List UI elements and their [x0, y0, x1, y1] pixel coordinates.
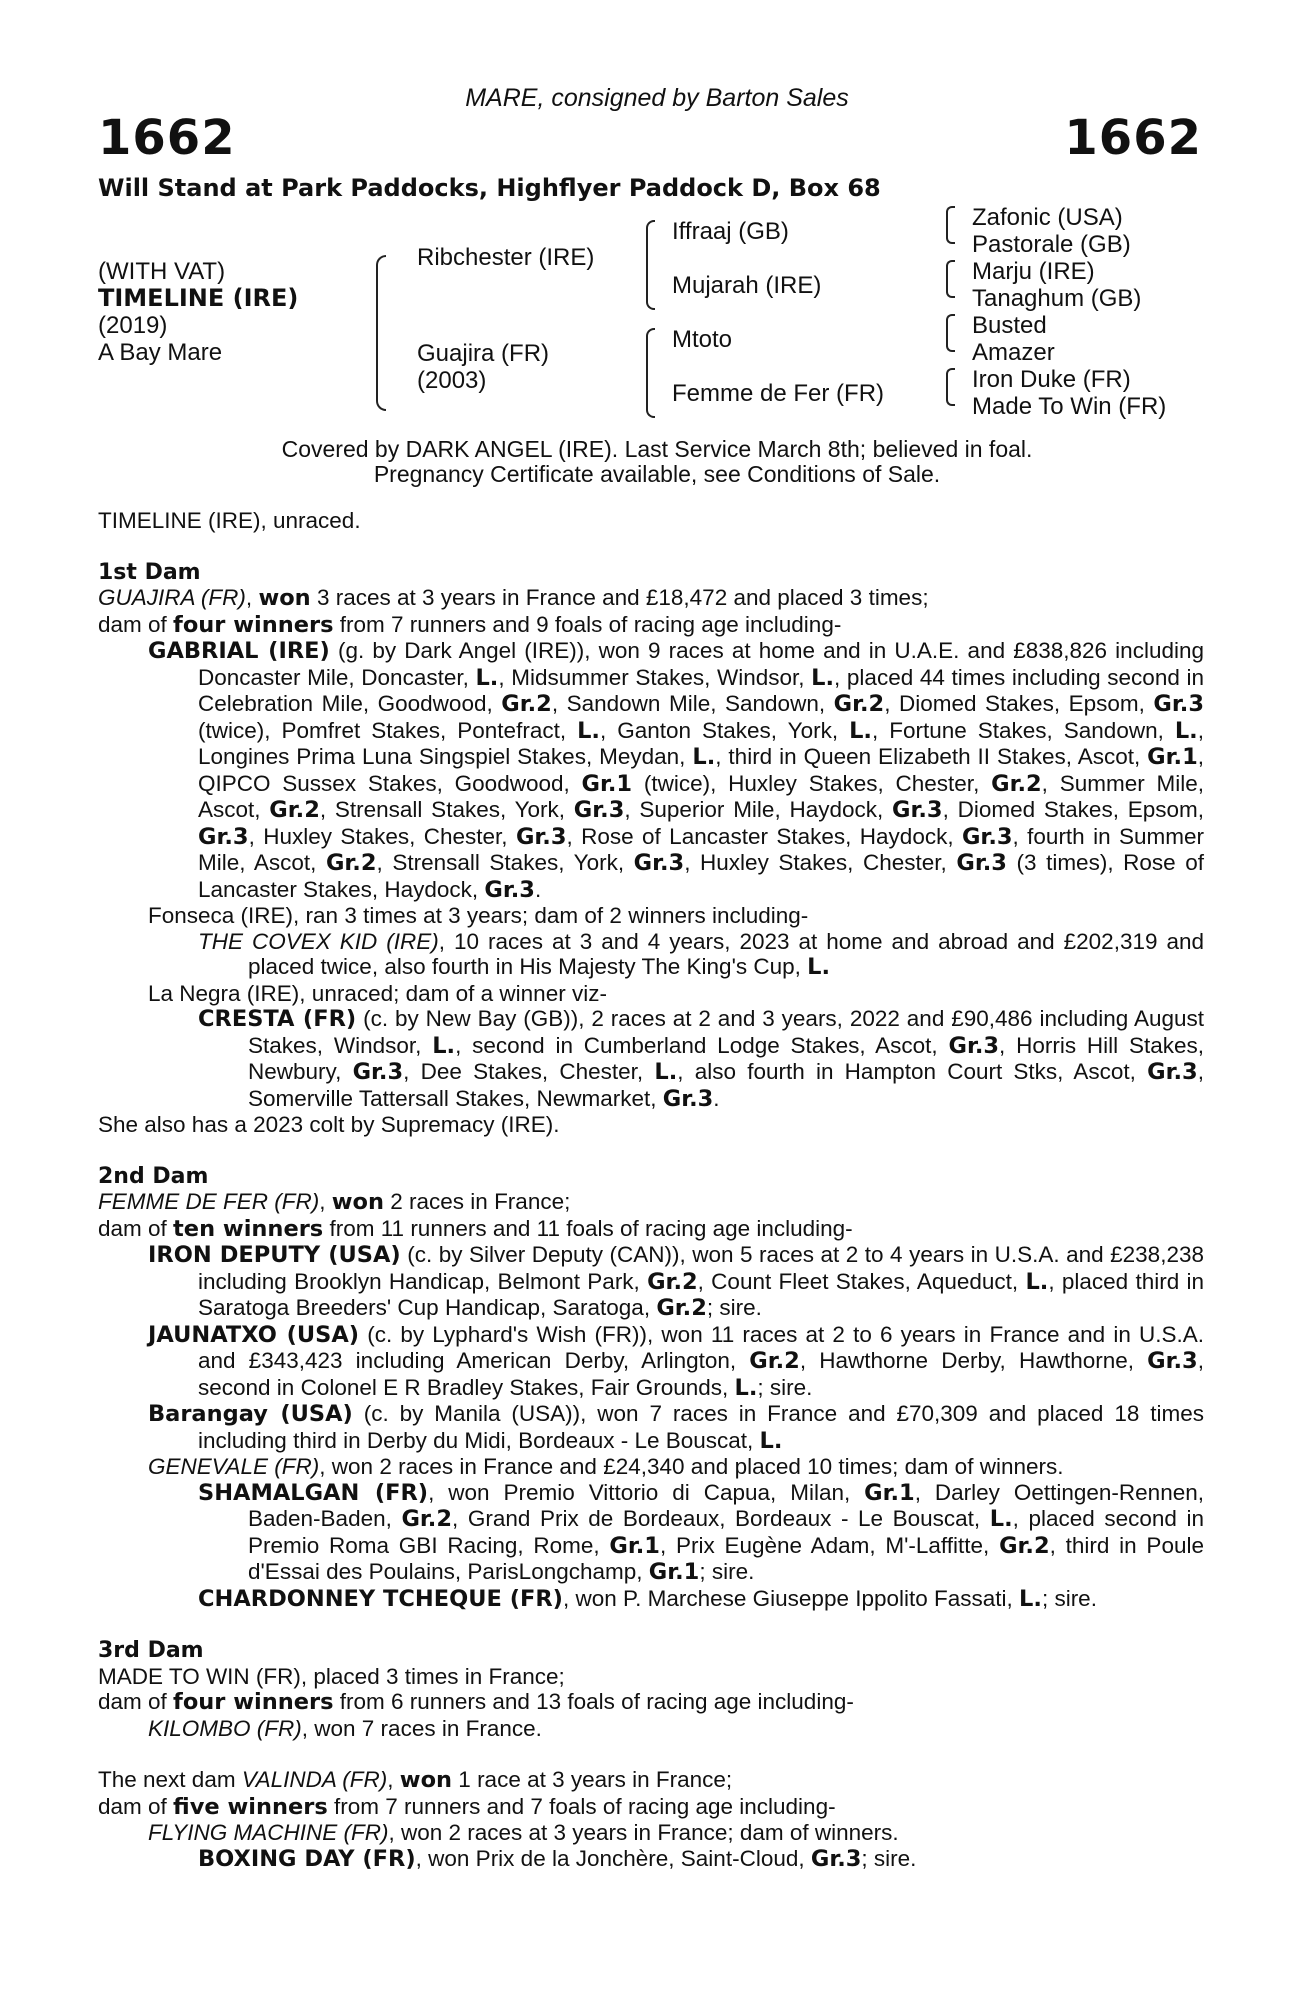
pedigree-gen3-2: Pastorale (GB)	[972, 231, 1131, 258]
pedigree-gen3-5: Busted	[972, 312, 1047, 339]
produce-boxing-day: BOXING DAY (FR), won Prix de la Jonchère, Saint-Cloud, Gr.3; sire.	[198, 1845, 917, 1872]
pedigree-gen2-3: Mtoto	[672, 326, 733, 353]
first-dam-line: GUAJIRA (FR), won 3 races at 3 years in France and £18,472 and placed 3 times;	[98, 585, 929, 611]
consignor-line: MARE, consigned by Barton Sales	[465, 84, 849, 112]
pedigree-gen3-7: Iron Duke (FR)	[972, 366, 1131, 393]
produce-flying-machine: FLYING MACHINE (FR), won 2 races at 3 years in France; dam of winners.	[148, 1820, 899, 1845]
horse-year: (2019)	[98, 312, 168, 339]
pedigree-gen3-8: Made To Win (FR)	[972, 393, 1167, 420]
pedigree-dam: Guajira (FR)	[417, 340, 550, 367]
second-dam-produce: dam of ten winners from 11 runners and 11 foals of racing age including-	[98, 1215, 853, 1242]
produce-la-negra: La Negra (IRE), unraced; dam of a winner viz-	[148, 980, 607, 1006]
third-dam-produce: dam of four winners from 6 runners and 13 foals of racing age including-	[98, 1689, 854, 1715]
produce-jaunatxo: JAUNATXO (USA) (c. by Lyphard's Wish (FR)), won 11 races at 2 to 6 years in France and in U.S.A. and £343,423 including American Derby, Arlington, Gr.2, Hawthorne Derby, Hawthorne, Gr.3, second in Colonel E R Bradley Stakes, Fair Grounds, L.; sire.	[148, 1321, 1204, 1401]
pedigree-brace-dam	[646, 328, 655, 418]
third-dam-heading: 3rd Dam	[98, 1638, 204, 1663]
pedigree-brace-sire	[646, 220, 655, 310]
first-dam-produce: dam of four winners from 7 runners and 9 foals of racing age including-	[98, 611, 842, 638]
horse-description: A Bay Mare	[98, 339, 223, 366]
pedigree-dam-year: (2003)	[417, 367, 487, 394]
first-dam-heading: 1st Dam	[98, 559, 201, 585]
pedigree-gen3-6: Amazer	[972, 339, 1055, 366]
pedigree-gen2-4: Femme de Fer (FR)	[672, 380, 885, 407]
produce-fonseca: Fonseca (IRE), ran 3 times at 3 years; dam of 2 winners including-	[148, 903, 809, 928]
produce-gabrial: GABRIAL (IRE) (g. by Dark Angel (IRE)), won 9 races at home and in U.A.E. and £838,826 including Doncaster Mile, Doncaster, L., Midsummer Stakes, Windsor, L., placed 44 times including second in Celebration Mile, Goodwood, Gr.2, Sandown Mile, Sandown, Gr.2, Diomed Stakes, Epsom, Gr.3 (twice), Pomfret Stakes, Pontefract, L., Ganton Stakes, York, L., Fortune Stakes, Sandown, L., Longines Prima Luna Singspiel Stakes, Meydan, L., third in Queen Elizabeth II Stakes, Ascot, Gr.1, QIPCO Sussex Stakes, Goodwood, Gr.1 (twice), Huxley Stakes, Chester, Gr.2, Summer Mile, Ascot, Gr.2, Strensall Stakes, York, Gr.3, Superior Mile, Haydock, Gr.3, Diomed Stakes, Epsom, Gr.3, Huxley Stakes, Chester, Gr.3, Rose of Lancaster Stakes, Haydock, Gr.3, fourth in Summer Mile, Ascot, Gr.2, Strensall Stakes, York, Gr.3, Huxley Stakes, Chester, Gr.3 (3 times), Rose of Lancaster Stakes, Haydock, Gr.3.	[148, 638, 1204, 903]
pedigree-gen3-3: Marju (IRE)	[972, 258, 1095, 285]
produce-shamalgan: SHAMALGAN (FR), won Premio Vittorio di Capua, Milan, Gr.1, Darley Oettingen-Rennen, Baden-Baden, Gr.2, Grand Prix de Bordeaux, Bordeaux - Le Bouscat, L., placed second in Premio Roma GBI Racing, Rome, Gr.1, Prix Eugène Adam, M'-Laffitte, Gr.2, third in Poule d'Essai des Poulains, ParisLongchamp, Gr.1; sire.	[198, 1479, 1204, 1585]
vat-note: (WITH VAT)	[98, 258, 226, 285]
pedigree-brace-g3-3	[946, 314, 955, 352]
produce-the-covex-kid: THE COVEX KID (IRE), 10 races at 3 and 4 years, 2023 at home and abroad and £202,319 and placed twice, also fourth in His Majesty The King's Cup, L.	[198, 928, 1205, 980]
next-dam-produce: dam of five winners from 7 runners and 7 foals of racing age including-	[98, 1793, 836, 1820]
covering-line-2: Pregnancy Certificate available, see Conditions of Sale.	[373, 461, 941, 487]
lot-number-left: 1662	[98, 110, 236, 166]
horse-name: TIMELINE (IRE)	[98, 284, 299, 312]
second-dam-heading: 2nd Dam	[98, 1163, 209, 1189]
stand-location: Will Stand at Park Paddocks, Highflyer Paddock D, Box 68	[98, 174, 881, 202]
produce-cresta: CRESTA (FR) (c. by New Bay (GB)), 2 races at 2 and 3 years, 2022 and £90,486 including August Stakes, Windsor, L., second in Cumberland Lodge Stakes, Ascot, Gr.3, Horris Hill Stakes, Newbury, Gr.3, Dee Stakes, Chester, L., also fourth in Hampton Court Stks, Ascot, Gr.3, Somerville Tattersall Stakes, Newmarket, Gr.3.	[198, 1006, 1204, 1112]
pedigree-sire: Ribchester (IRE)	[417, 244, 595, 271]
covering-line-1: Covered by DARK ANGEL (IRE). Last Service March 8th; believed in foal.	[281, 436, 1033, 462]
produce-iron-deputy: IRON DEPUTY (USA) (c. by Silver Deputy (CAN)), won 5 races at 2 to 4 years in U.S.A. and £238,238 including Brooklyn Handicap, Belmont Park, Gr.2, Count Fleet Stakes, Aqueduct, L., placed third in Saratoga Breeders' Cup Handicap, Saratoga, Gr.2; sire.	[148, 1242, 1204, 1321]
produce-genevale: GENEVALE (FR), won 2 races in France and £24,340 and placed 10 times; dam of winners.	[148, 1454, 1064, 1479]
pedigree-gen2-2: Mujarah (IRE)	[672, 272, 822, 299]
pedigree-brace-g3-2	[946, 260, 955, 298]
first-dam-foal-note: She also has a 2023 colt by Supremacy (IRE).	[98, 1112, 560, 1137]
produce-kilombo: KILOMBO (FR), won 7 races in France.	[148, 1715, 542, 1741]
pedigree-brace-g3-4	[946, 368, 955, 406]
pedigree-brace-gen1	[376, 255, 386, 411]
pedigree-gen3-4: Tanaghum (GB)	[972, 285, 1142, 312]
pedigree-gen2-1: Iffraaj (GB)	[672, 218, 789, 245]
produce-chardonney-tcheque: CHARDONNEY TCHEQUE (FR), won P. Marchese Giuseppe Ippolito Fassati, L.; sire.	[198, 1585, 1097, 1612]
third-dam-line: MADE TO WIN (FR), placed 3 times in France;	[98, 1663, 565, 1689]
pedigree-gen3-1: Zafonic (USA)	[972, 204, 1123, 231]
second-dam-line: FEMME DE FER (FR), won 2 races in France;	[98, 1189, 571, 1215]
race-record: TIMELINE (IRE), unraced.	[98, 508, 361, 533]
family-notes	[98, 508, 1204, 1872]
produce-barangay: Barangay (USA) (c. by Manila (USA)), won 7 races in France and £70,309 and placed 18 times including third in Derby du Midi, Bordeaux - Le Bouscat, L.	[148, 1401, 1204, 1454]
lot-number-right: 1662	[1064, 110, 1202, 166]
pedigree-brace-g3-1	[946, 206, 955, 244]
next-dam-line: The next dam VALINDA (FR), won 1 race at 3 years in France;	[98, 1767, 733, 1793]
